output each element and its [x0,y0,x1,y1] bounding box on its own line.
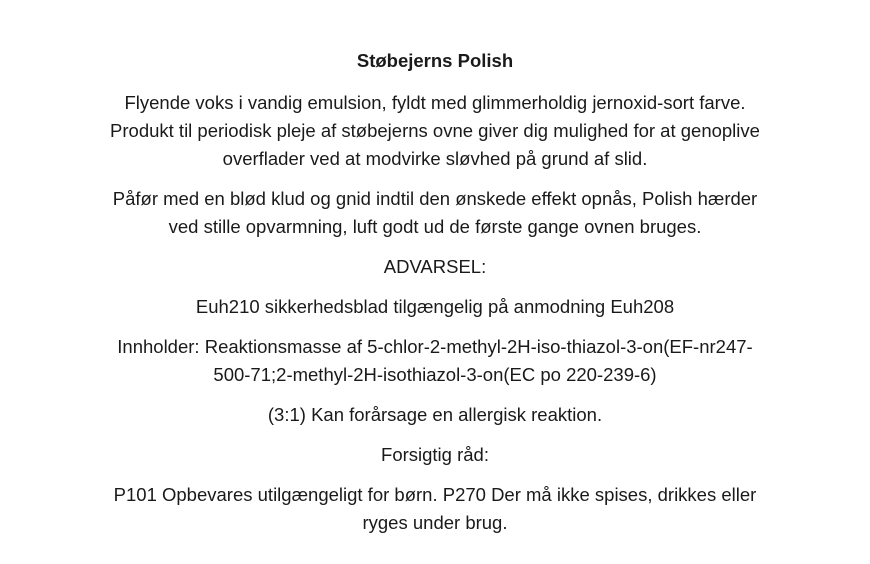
precaution-paragraph [40,481,830,537]
contains-line: Innholder: Reaktionsmasse af 5-chlor-2-methyl-2H-iso-thiazol-3-on(EF-nr247- [117,336,753,357]
description-line: Produkt til periodisk pleje af støbejerns ovne giver dig mulighed for at genoplive [110,120,760,141]
description-line: overflader ved at modvirke sløvhed på grund af slid. [222,148,648,169]
document-title: Støbejerns Polish [356,50,514,71]
usage-line: ved stille opvarmning, luft godt ud de første gange ovnen bruges. [168,216,702,237]
usage-paragraph [40,185,830,241]
caution-heading: Forsigtig råd: [381,444,489,465]
precaution-line: ryges under brug. [362,512,508,533]
product-label-document [40,47,830,537]
usage-line: Påfør med en blød klud og gnid indtil den ønskede effekt opnås, Polish hærder [112,188,758,209]
description-paragraph [40,89,830,173]
contains-paragraph [40,333,830,389]
description-line: Flyende voks i vandig emulsion, fyldt med glimmerholdig jernoxid-sort farve. [124,92,746,113]
precaution-line: P101 Opbevares utilgængeligt for børn. P270 Der må ikke spises, drikkes eller [113,484,757,505]
contains-line: 500-71;2-methyl-2H-isothiazol-3-on(EC po 220-239-6) [213,364,657,385]
euh-statement: Euh210 sikkerhedsblad tilgængelig på anmodning Euh208 [195,296,675,317]
allergy-statement: (3:1) Kan forårsage en allergisk reaktion. [267,404,603,425]
warning-heading: ADVARSEL: [383,256,487,277]
